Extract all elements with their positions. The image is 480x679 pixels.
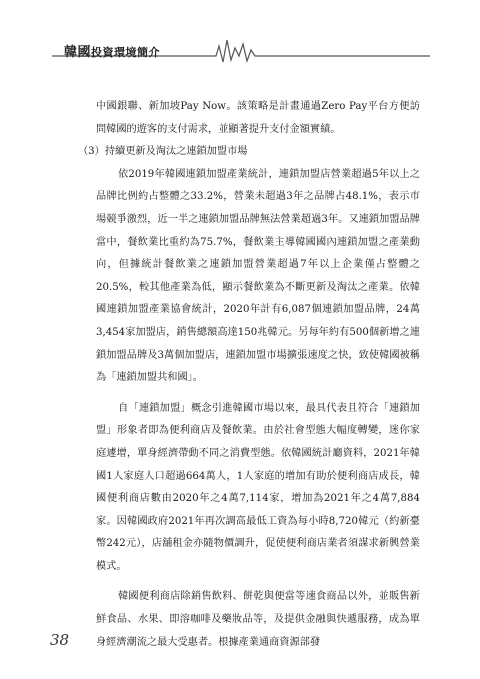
page-header	[0, 34, 480, 64]
page-number: 38	[50, 631, 70, 649]
paragraph-franchise-statistics: 依2019年韓國連鎖加盟產業統計，連鎖加盟店營業超過5年以上之品牌比例約占整體之33.2%，營業未超過3年之品牌占48.1%，表示市場競爭激烈，近一半之連鎖加盟品牌無法營業超過3年。又連鎖加盟品牌當中，餐飲業比重約為75.7%，餐飲業主導韓國國內連鎖加盟之產業動向，但據統計餐飲業之連鎖加盟營業超過7年以上企業僅占整體之20.5%，較其他產業為低，顯示餐飲業為不斷更新及淘汰之產業。依韓國連鎖加盟產業協會統計，2020年計有6,087個連鎖加盟品牌，24萬3,454家加盟店，銷售總額高達150兆韓元。另每年約有500個新增之連鎖加盟品牌及3萬個加盟店，連鎖加盟市場擴張速度之快，致使韓國被稱為「連鎖加盟共和國」。	[96, 168, 420, 384]
body-content	[78, 96, 420, 654]
header-title	[64, 41, 160, 60]
heartbeat-wave-icon	[210, 40, 270, 62]
paragraph-convenience-stores: 自「連鎖加盟」概念引進韓國市場以來，最具代表且符合「連鎖加盟」形象者即為便利商店及餐飲業。由於社會型態大幅度轉變，迷你家庭遽增，單身經濟帶動不同之消費型態。依韓國統計廳資料，2021年韓國1人家庭人口超過664萬人，1人家庭的增加有助於便利商店成長，韓國便利商店數由2020年之4萬7,114家，增加為2021年之4萬7,884家。因韓國政府2021年再次調高最低工資為每小時8,720韓元（約新臺幣242元），店舖租金亦隨物價調升，促使便利商店業者須謀求新興營業模式。	[96, 402, 420, 572]
subsection-heading: （3）持續更新及淘汰之連鎖加盟市場	[78, 146, 248, 158]
header-title-main: 韓國	[64, 45, 92, 60]
paragraph-continuation: 中國銀聯、新加坡Pay Now。該策略是計畫通過Zero Pay平台方便訪問韓國的遊客的支付需求，並顯著提升支付金額實績。	[96, 101, 420, 135]
header-title-rest: 投資環境簡介	[91, 46, 161, 59]
paragraph-convenience-services: 韓國便利商店除銷售飲料、餅乾與便當等速食商品以外，並販售新鮮食品、水果、即溶咖啡及藥妝品等，及提供金融與快遞服務，成為單身經濟潮流之最大受惠者。根據產業通商資源部發	[96, 591, 420, 648]
